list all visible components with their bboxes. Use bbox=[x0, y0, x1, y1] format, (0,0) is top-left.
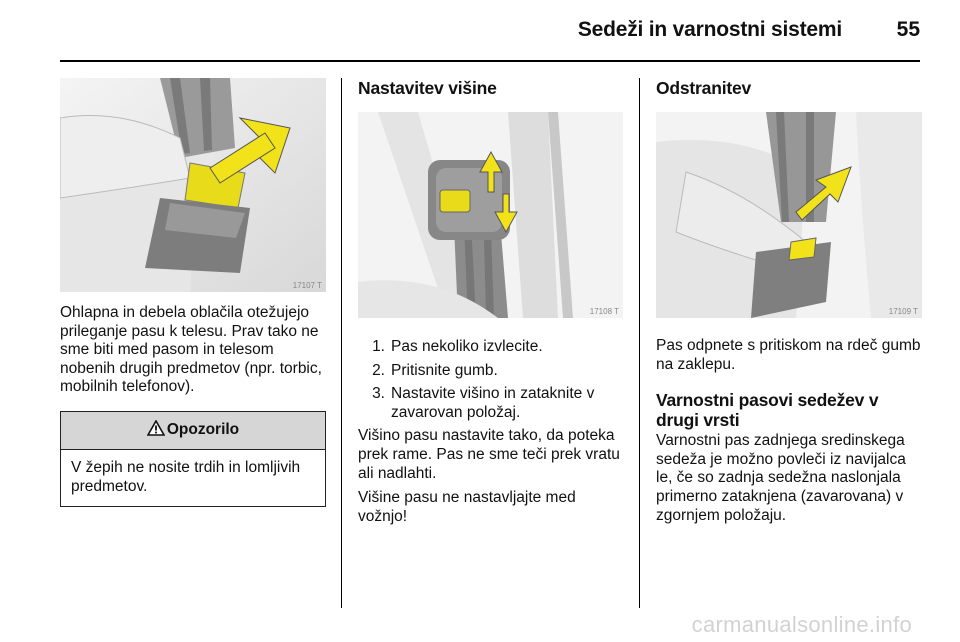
list-item: 1. Pas nekoliko izvlecite. bbox=[372, 338, 543, 355]
column-2 bbox=[358, 72, 623, 526]
section-heading: Nastavitev višine bbox=[358, 78, 497, 98]
paragraph: Višino pasu nastavite tako, da poteka prek rame. Pas ne sme teči prek vratu ali nadlahti. bbox=[358, 427, 620, 482]
figure-id: 17108 T bbox=[589, 307, 619, 316]
warning-box bbox=[60, 411, 326, 507]
header-title: Sedeži in varnostni sistemi bbox=[577, 18, 842, 41]
seatbelt-buckle-illustration bbox=[60, 78, 326, 292]
paragraph: Pas odpnete s pritiskom na rdeč gumb na zaklepu. bbox=[656, 337, 921, 373]
section-heading-2: Varnostni pasovi sedežev v drugi vrsti bbox=[656, 390, 879, 431]
buckle-insert-drawing bbox=[60, 78, 326, 292]
paragraph: Varnostni pas zadnjega sredinskega sedeža je možno povleči iz navijalca le, če so zadnja sedežna naslonjala primerno zataknjena (zavarovana) v zgornjem položaju. bbox=[656, 432, 906, 524]
figure-id: 17107 T bbox=[292, 281, 322, 290]
header-rule bbox=[60, 60, 920, 62]
warning-body: V žepih ne nosite trdih in lomljivih predmetov. bbox=[71, 458, 301, 495]
list-item: 3. Nastavite višino in zataknite v zavarovan položaj. bbox=[372, 385, 595, 421]
warning-header bbox=[61, 412, 325, 450]
figure-id: 17109 T bbox=[888, 307, 918, 316]
height-adjust-illustration bbox=[358, 112, 623, 318]
page-number: 55 bbox=[896, 18, 920, 41]
paragraph: Višine pasu ne nastavljajte med vožnjo! bbox=[358, 489, 576, 525]
steps-list bbox=[358, 338, 623, 422]
buckle-release-illustration bbox=[656, 112, 922, 318]
column-divider-1 bbox=[341, 78, 342, 608]
column-3 bbox=[656, 72, 922, 525]
list-item: 2. Pritisnite gumb. bbox=[372, 361, 498, 379]
watermark: carmanualsonline.info bbox=[691, 612, 912, 637]
paragraph: Ohlapna in debela oblačila otežujejo prileganje pasu k telesu. Prav tako ne sme biti med pasom in telesom nobenih drugih predmetov (npr. torbic, mobilnih telefonov). bbox=[60, 304, 322, 396]
section-heading: Odstranitev bbox=[656, 78, 752, 98]
warning-triangle-icon bbox=[147, 420, 165, 441]
column-1 bbox=[60, 72, 326, 507]
buckle-release-drawing bbox=[656, 112, 922, 318]
column-divider-2 bbox=[639, 78, 640, 608]
height-adjuster-drawing bbox=[358, 112, 623, 318]
warning-title: Opozorilo bbox=[166, 421, 240, 439]
